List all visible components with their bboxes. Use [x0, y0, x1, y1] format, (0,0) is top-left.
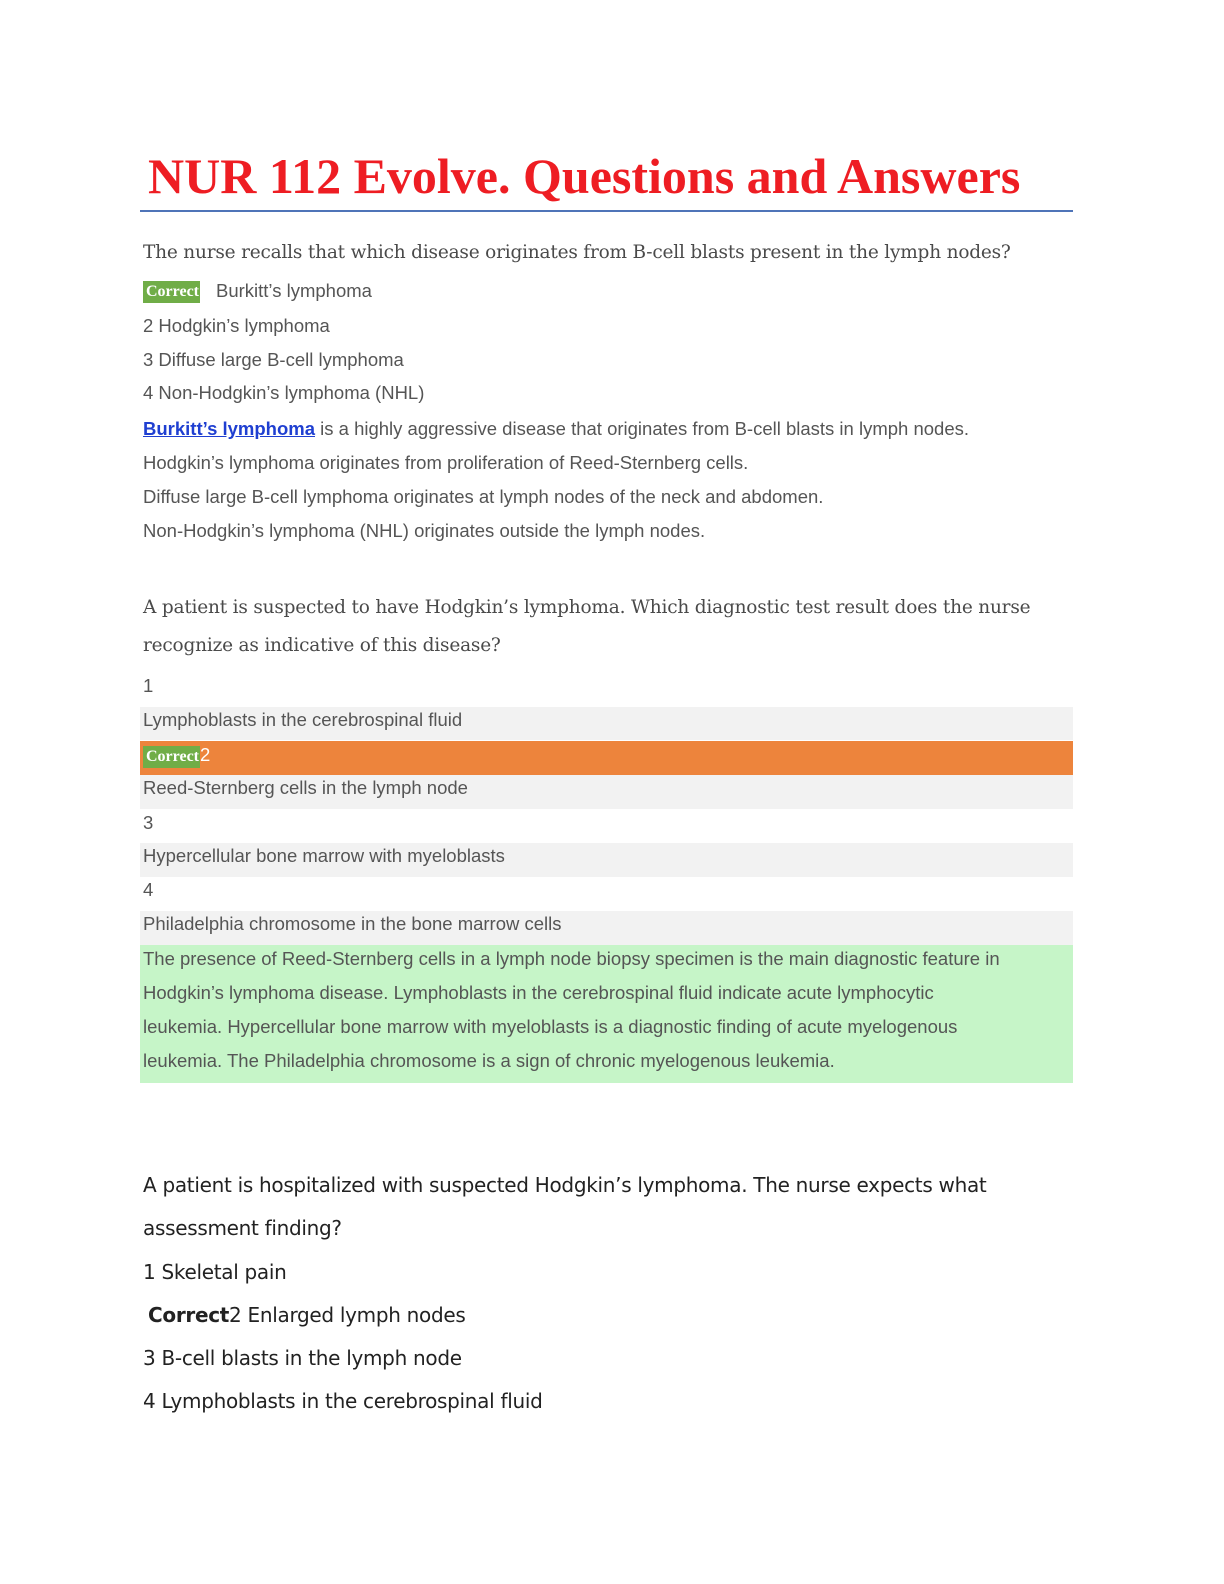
question-3-prompt-line-1: A patient is hospitalized with suspected Hodgkin’s lymphoma. The nurse expects what	[143, 1173, 987, 1197]
question-2-option-1	[140, 707, 1073, 740]
option-text: 2 Enlarged lymph nodes	[229, 1303, 466, 1327]
question-2-number-3: 3	[143, 812, 154, 833]
rationale-line: The presence of Reed-Sternberg cells in a lymph node biopsy specimen is the main diagnostic feature in	[143, 948, 1000, 969]
question-3-option-4: 4 Lymphoblasts in the cerebrospinal fluid	[143, 1389, 543, 1413]
question-1-rationale-4: Non-Hodgkin’s lymphoma (NHL) originates outside the lymph nodes.	[143, 520, 706, 541]
option-number: 2	[200, 744, 211, 765]
question-2-rationale	[140, 945, 1073, 1083]
option-text: Lymphoblasts in the cerebrospinal fluid	[143, 709, 463, 730]
question-2-prompt-line-1: A patient is suspected to have Hodgkin’s lymphoma. Which diagnostic test result does the nurse	[143, 597, 1031, 618]
question-2-number-4: 4	[143, 879, 154, 900]
question-3-option-2	[148, 1303, 466, 1327]
title-divider	[140, 210, 1073, 212]
question-1-prompt: The nurse recalls that which disease originates from B-cell blasts present in the lymph nodes?	[143, 242, 1011, 263]
option-text: Philadelphia chromosome in the bone marrow cells	[143, 913, 562, 934]
question-1-rationale-2: Hodgkin’s lymphoma originates from proliferation of Reed-Sternberg cells.	[143, 452, 749, 473]
question-1-option-4: 4 Non-Hodgkin’s lymphoma (NHL)	[143, 382, 425, 403]
question-1-option-2: 2 Hodgkin’s lymphoma	[143, 315, 330, 336]
correct-tag: Correct	[143, 746, 200, 768]
question-1-rationale-3: Diffuse large B-cell lymphoma originates at lymph nodes of the neck and abdomen.	[143, 486, 824, 507]
option-text: Burkitt’s lymphoma	[216, 280, 372, 301]
question-2-option-2	[140, 775, 1073, 809]
question-1-option-1	[143, 280, 372, 303]
question-2-number-1: 1	[143, 675, 154, 696]
rationale-line: leukemia. Hypercellular bone marrow with myeloblasts is a diagnostic finding of acute myelogenous	[143, 1016, 958, 1037]
option-text: Reed-Sternberg cells in the lymph node	[143, 777, 468, 798]
question-2-option-3	[140, 843, 1073, 877]
rationale-line: Hodgkin’s lymphoma disease. Lymphoblasts in the cerebrospinal fluid indicate acute lymphocytic	[143, 982, 934, 1003]
question-2-prompt-line-2: recognize as indicative of this disease?	[143, 635, 501, 656]
document-title: NUR 112 Evolve. Questions and Answers	[148, 148, 1021, 204]
correct-marker	[143, 744, 210, 768]
correct-tag: Correct	[148, 1303, 230, 1327]
question-3-option-3: 3 B-cell blasts in the lymph node	[143, 1346, 462, 1370]
option-text: Hypercellular bone marrow with myeloblasts	[143, 845, 505, 866]
question-3-prompt-line-2: assessment finding?	[143, 1216, 342, 1240]
rationale-line: leukemia. The Philadelphia chromosome is a sign of chronic myelogenous leukemia.	[143, 1050, 835, 1071]
question-1-rationale-1	[143, 418, 969, 440]
burkitts-lymphoma-link[interactable]: Burkitt’s lymphoma	[143, 418, 316, 439]
question-1-option-3: 3 Diffuse large B-cell lymphoma	[143, 349, 404, 370]
question-3-option-1: 1 Skeletal pain	[143, 1260, 287, 1284]
question-2-correct-row	[140, 741, 1073, 775]
question-2-option-4	[140, 911, 1073, 945]
rationale-text: is a highly aggressive disease that originates from B-cell blasts in lymph nodes.	[315, 418, 970, 439]
correct-tag: Correct	[143, 281, 200, 303]
